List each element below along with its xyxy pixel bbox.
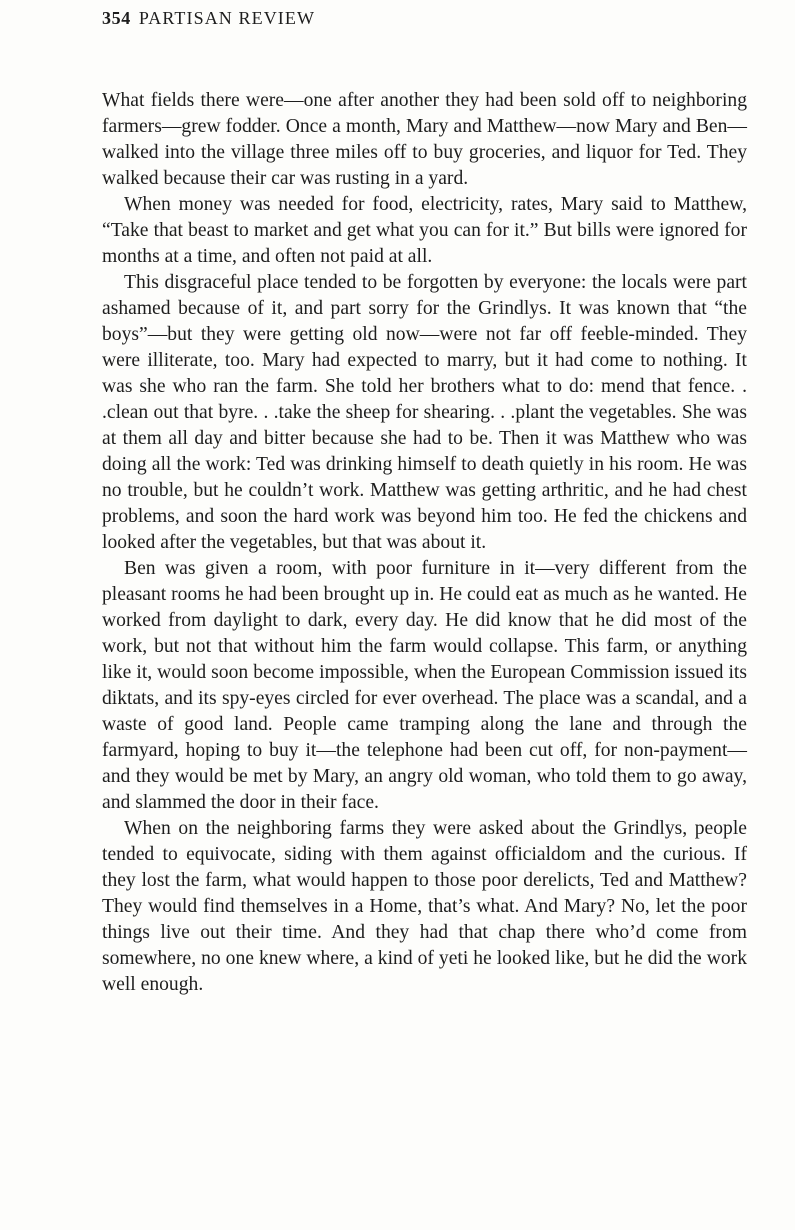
journal-title: PARTISAN REVIEW — [138, 8, 316, 28]
running-head — [102, 8, 315, 29]
body-text — [102, 88, 747, 998]
paragraph-4: Ben was given a room, with poor furniture in it—very different from the pleasant rooms he had been brought up in. He could eat as much as he wanted. He worked from daylight to dark, every day. He did know that he did most of the work, but not that without him the farm would collapse. This farm, or anything like it, would soon become impossible, when the European Commission issued its diktats, and its spy-eyes circled for ever overhead. The place was a scandal, and a waste of good land. People came tramping along the lane and through the farmyard, hoping to buy it—the telephone had been cut off, for non-payment—and they would be met by Mary, an angry old woman, who told them to go away, and slammed the door in their face. — [102, 558, 747, 813]
page-number: 354 — [102, 8, 131, 28]
paragraph-1: What fields there were—one after another they had been sold off to neighboring farmers—grew fodder. Once a month, Mary and Matthew—now Mary and Ben—walked into the village three miles off to buy groceries, and liquor for Ted. They walked because their car was rusting in a yard. — [102, 90, 747, 189]
paragraph-2: When money was needed for food, electricity, rates, Mary said to Matthew, “Take that beast to market and get what you can for it.” But bills were ignored for months at a time, and often not paid at all. — [102, 194, 747, 267]
paragraph-3: This disgraceful place tended to be forgotten by everyone: the locals were part ashamed because of it, and part sorry for the Grindlys. It was known that “the boys”—but they were getting old now—were not far off feeble-minded. They were illiterate, too. Mary had expected to marry, but it had come to nothing. It was she who ran the farm. She told her brothers what to do: mend that fence. . .clean out that byre. . .take the sheep for shearing. . .plant the vegetables. She was at them all day and bitter because she had to be. Then it was Matthew who was doing all the work: Ted was drinking himself to death quietly in his room. He was no trouble, but he couldn’t work. Matthew was getting arthritic, and he had chest problems, and soon the hard work was beyond him too. He fed the chickens and looked after the vegetables, but that was about it. — [102, 272, 747, 553]
paragraph-5: When on the neighboring farms they were asked about the Grindlys, people tended to equivocate, siding with them against officialdom and the curious. If they lost the farm, what would happen to those poor derelicts, Ted and Matthew? They would find themselves in a Home, that’s what. And Mary? No, let the poor things live out their time. And they had that chap there who’d come from somewhere, no one knew where, a kind of yeti he looked like, but he did the work well enough. — [102, 818, 747, 995]
